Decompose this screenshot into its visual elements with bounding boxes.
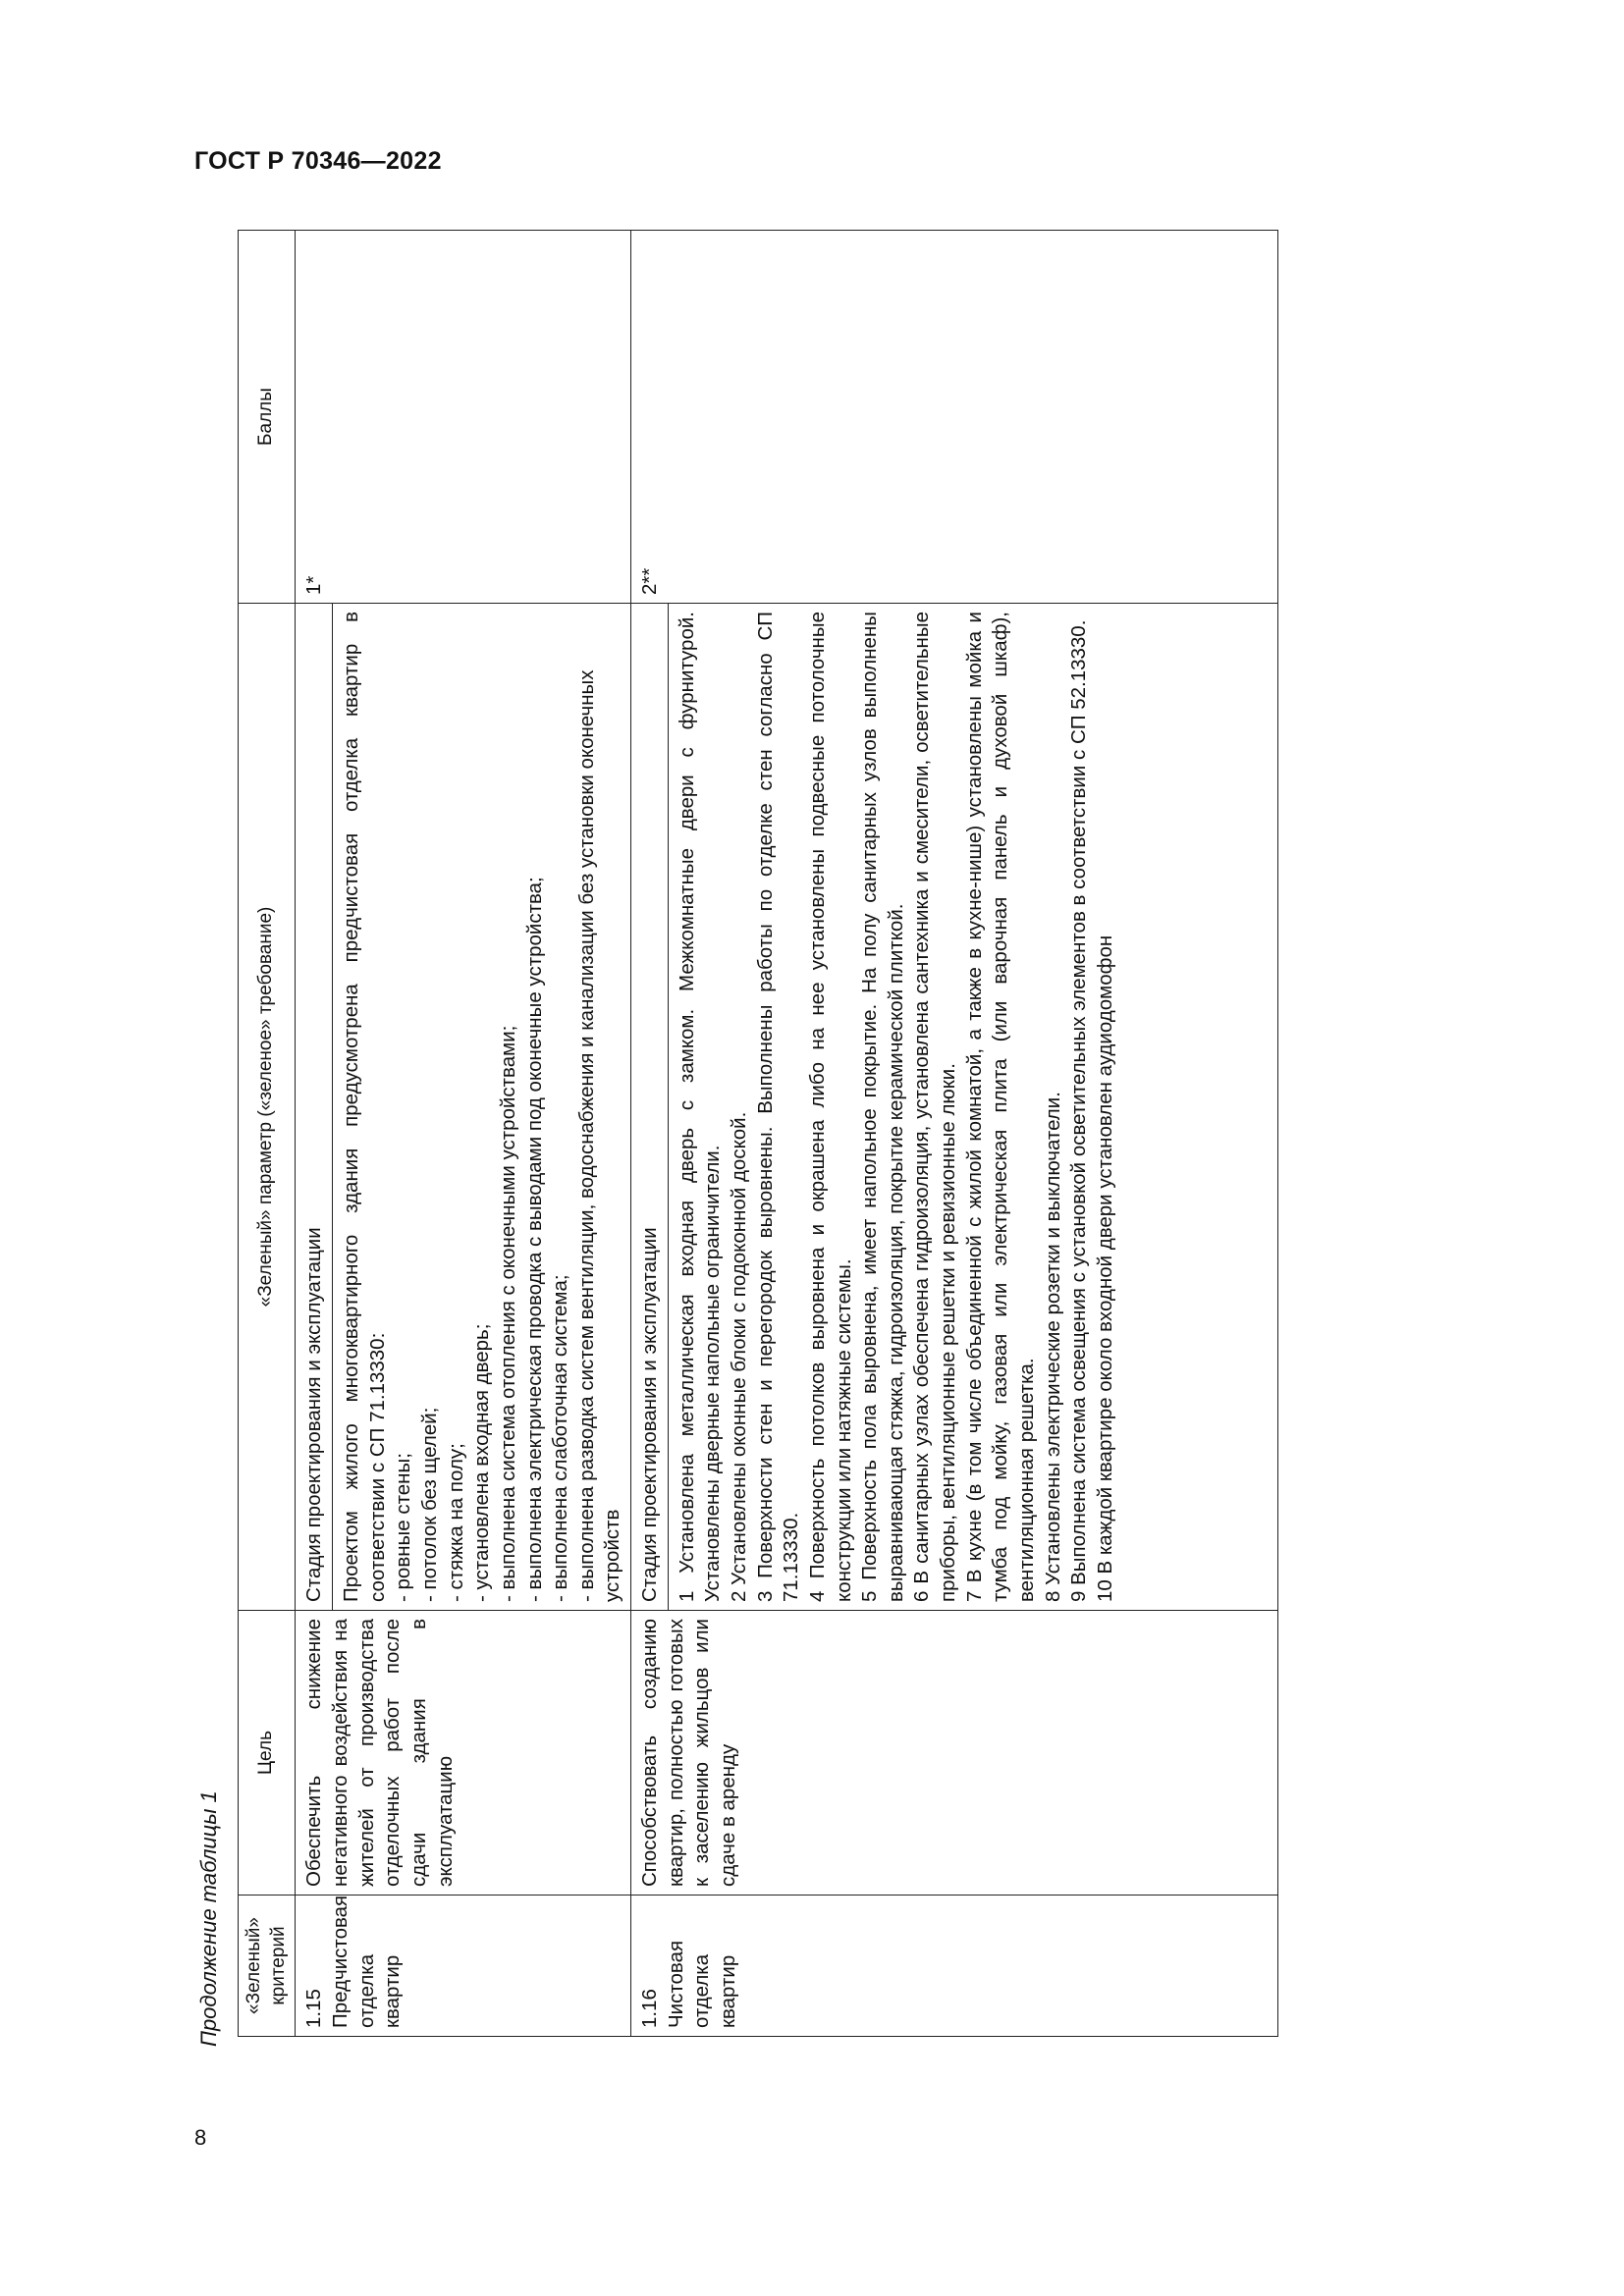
column-header-goal: Цель [239,1611,296,1896]
requirement-item: 8 Установлены электрические розетки и выключатели. [1041,1092,1064,1602]
stage-cell: Стадия проектирования и эксплуатации [296,604,333,1611]
page-number: 8 [194,2125,207,2150]
requirement-cell [333,604,631,1611]
criterion-cell: 1.15 Предчистовая отделка квартир [296,1896,631,2037]
score-cell: 2** [631,231,1278,604]
rotated-table-block [196,231,1286,2047]
requirement-item: 5 Поверхность пола выровнена, имеет напольное покрытие. На полу санитарных узлов выполнены выравнивающая стяжка, гидроизоляция, покрытие керамической плиткой. [858,612,907,1602]
criterion-cell: 1.16 Чистовая отделка квартир [631,1896,1278,2037]
requirement-item: - установлена входная дверь; [470,1323,494,1602]
requirement-item: - ровные стены; [392,1453,415,1602]
criteria-table [238,230,1278,2037]
table-row [296,231,333,2037]
requirement-item: - стяжка на полу; [444,1443,467,1602]
requirement-item: - выполнена слаботочная система; [549,1274,572,1602]
requirement-cell [668,604,1277,1611]
requirement-item: 3 Поверхности стен и перегородок выровнены. Выполнены работы по отделке стен согласно СП 71.13330. [753,612,803,1602]
column-header-score: Баллы [239,231,296,604]
column-header-requirement: «Зеленый» параметр («зеленое» требование) [239,604,296,1611]
document-header: ГОСТ Р 70346—2022 [194,147,442,175]
requirement-item: - потолок без щелей; [417,1407,441,1602]
goal-cell: Обеспечить снижение негативного воздействия на жителей от производства отделочных работ после сдачи здания в эксплуатацию [296,1611,631,1896]
goal-cell: Способствовать созданию квартир, полностью готовых к заселению жильцов или сдаче в аренду [631,1611,1278,1896]
requirement-item: 4 Поверхность потолков выровнена и окрашена либо на нее установлены подвесные потолочные конструкции или натяжные системы. [805,612,855,1602]
requirement-intro: Проектом жилого многоквартирного здания предусмотрена предчистовая отделка квартир в соответствии с СП 71.13330: [340,612,389,1602]
table-header-row [239,231,296,2037]
requirement-item: - выполнена разводка систем вентиляции, водоснабжения и канализации без установки оконечных устройств [574,669,624,1602]
table-continued-label: Продолжение таблицы 1 [196,1790,221,2047]
requirement-item: 1 Установлена металлическая входная дверь с замком. Межкомнатные двери с фурнитурой. Установлены дверные напольные ограничители. [675,612,725,1602]
requirement-item: 7 В кухне (в том числе объединенной с жилой комнатой, а также в кухне-нише) установлены мойка и тумба под мойку, газовая или электрическая плита (или варочная панель и духовой шкаф), вентиляционная решетка. [962,612,1039,1602]
requirement-item: 2 Установлены оконные блоки с подоконной доской. [727,1111,750,1602]
score-cell: 1* [296,231,631,604]
requirement-item: 10 В каждой квартире около входной двери установлен аудиодомофон [1093,934,1116,1602]
table-row [631,231,669,2037]
requirement-item: 6 В санитарных узлах обеспечена гидроизоляция, установлена сантехника и смесители, осветительные приборы, вентиляционные решетки и ревизионные люки. [910,612,960,1602]
requirement-item: - выполнена система отопления с оконечными устройствами; [496,1025,519,1602]
stage-cell: Стадия проектирования и эксплуатации [631,604,669,1611]
requirement-item: - выполнена электрическая проводка с выводами под оконечные устройства; [522,877,546,1602]
requirement-item: 9 Выполнена система освещения с установкой осветительных элементов в соответствии с СП 52.13330. [1067,619,1091,1602]
column-header-criterion: «Зеленый» критерий [239,1896,296,2037]
